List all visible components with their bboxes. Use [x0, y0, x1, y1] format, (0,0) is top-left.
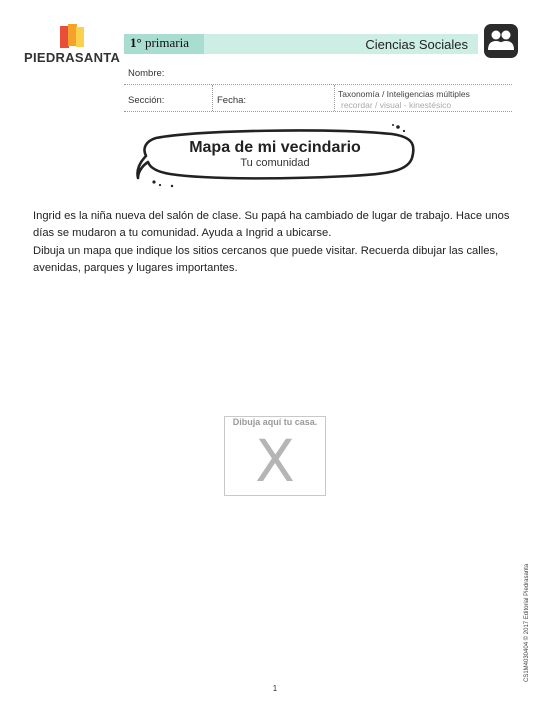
people-group-icon — [484, 24, 518, 58]
section-field-line[interactable] — [124, 111, 512, 112]
subject-title: Ciencias Sociales — [365, 37, 468, 52]
section-label: Sección: — [128, 95, 165, 106]
grade-label — [130, 35, 189, 51]
name-label: Nombre: — [128, 68, 165, 79]
name-field-line[interactable] — [124, 84, 512, 85]
grade-number: 1° — [130, 35, 142, 50]
activity-title: Mapa de mi vecindario — [189, 139, 361, 156]
divider — [212, 85, 213, 111]
activity-subtitle: Tu comunidad — [240, 157, 310, 169]
taxonomy-values: recordar / visual - kinestésico — [341, 100, 452, 110]
instructions-paragraph: Dibuja un mapa que indique los sitios cercanos que puede visitar. Recuerda dibujar las calles, avenidas, parques y lugares importantes. — [33, 245, 499, 274]
page-number: 1 — [272, 684, 278, 693]
people-group-glyph — [484, 24, 518, 58]
x-mark-icon: X — [255, 427, 295, 495]
piedrasanta-logo-icon — [58, 24, 86, 50]
copyright-code: CS1M4030404 © 2017 Editorial Piedrasanta — [524, 563, 530, 682]
divider — [334, 85, 335, 111]
instructions-paragraph: Ingrid es la niña nueva del salón de clase. Su papá ha cambiado de lugar de trabajo. Hace unos días se mudaron a tu comunidad. Ayuda a Ingrid a ubicarse. — [33, 210, 510, 239]
house-drawing-label: Dibuja aquí tu casa. — [232, 417, 318, 427]
grade-level: primaria — [144, 35, 189, 50]
brand-logo-text: PIEDRASANTA — [24, 50, 121, 65]
taxonomy-label: Taxonomía / Inteligencias múltiples — [338, 89, 470, 99]
date-label: Fecha: — [217, 95, 247, 106]
